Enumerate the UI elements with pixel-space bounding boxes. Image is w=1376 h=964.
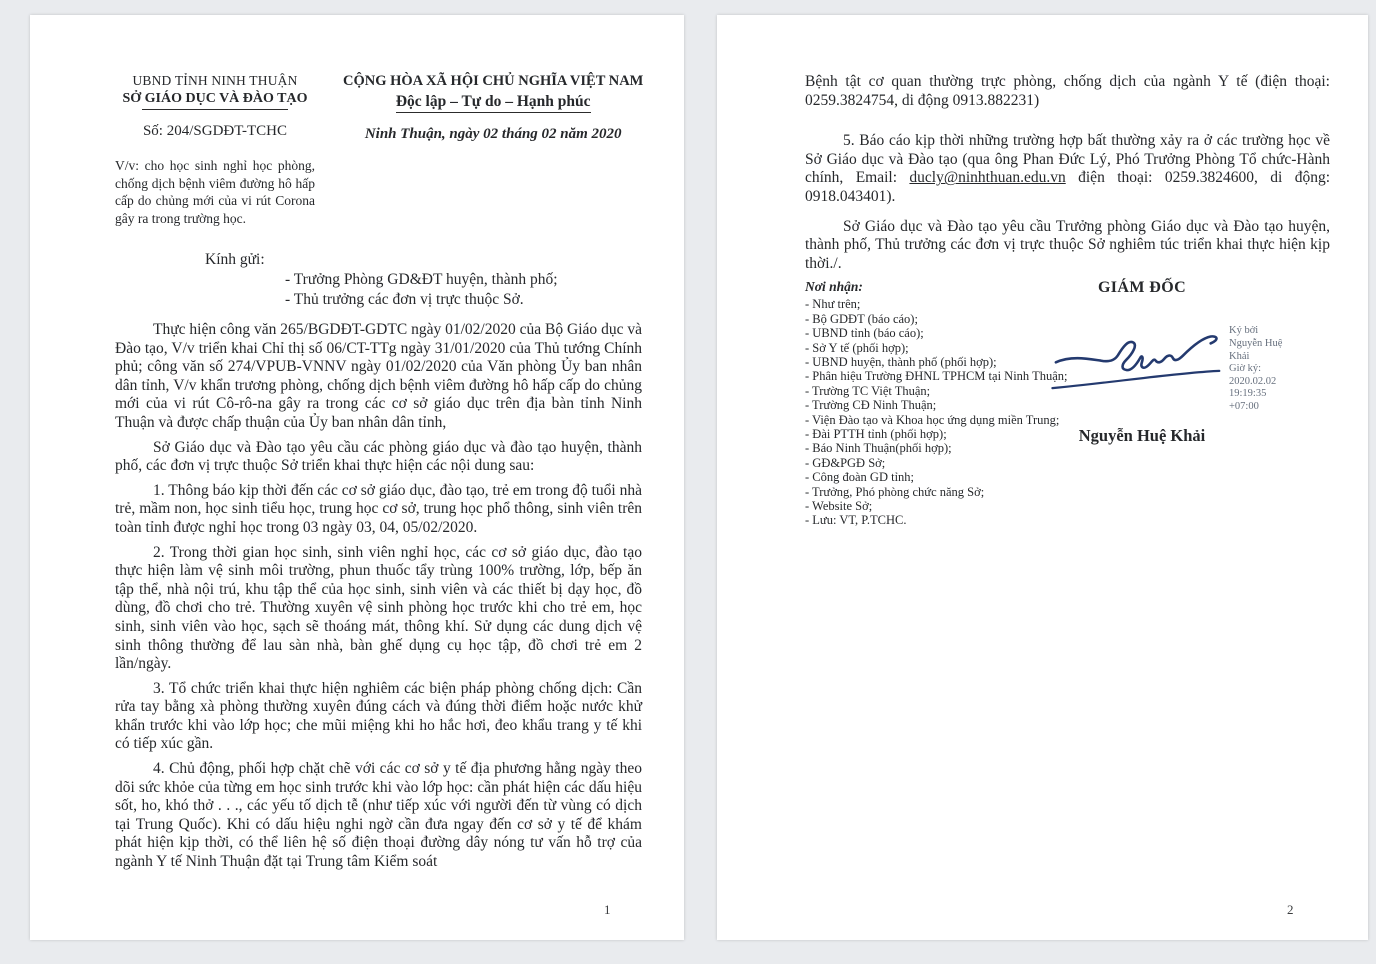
page-2 [717, 15, 1368, 940]
distribution-item: - Trưởng, Phó phòng chức năng Sở; [805, 484, 985, 499]
national-header-block [315, 73, 643, 227]
doc-number: Số: 204/SGDĐT-TCHC [142, 123, 288, 139]
body-paragraph: 1. Thông báo kịp thời đến các cơ sở giáo dục, đào tạo, trẻ em trong độ tuổi nhà trẻ, mầm non, học sinh tiểu học, trung học cơ sở, trung học phổ thông, sinh viên trên toàn tỉnh được nghỉ học trong 03 ngày 03, 04, 05/02/2020. [115, 481, 642, 536]
continuation-paragraph: Bệnh tật cơ quan thường trực phòng, chống dịch của ngành Y tế (điện thoại: 0259.3824754, di động 0913.882231) [805, 73, 1330, 109]
page-1 [30, 15, 684, 940]
distribution-item: - Báo Ninh Thuận(phối hợp); [805, 441, 952, 456]
distribution-item: - Trường TC Việt Thuận; [805, 383, 931, 398]
email-link[interactable]: ducly@ninhthuan.edu.vn [909, 169, 1066, 187]
distribution-item: - UBND huyện, thành phố (phối hợp); [805, 354, 997, 369]
distribution-item: - Công đoàn GD tỉnh; [805, 470, 915, 485]
signature-block [1017, 279, 1322, 445]
distribution-item: - Bộ GDĐT (báo cáo); [805, 311, 918, 326]
distribution-item: - Viện Đào tạo và Khoa học ứng dụng miền Trung; [805, 412, 1060, 427]
letterhead [115, 73, 642, 227]
signer-name: Nguyễn Huệ Khải [1078, 425, 1206, 445]
body-paragraph: 2. Trong thời gian học sinh, sinh viên nghỉ học, các cơ sở giáo dục, đào tạo thực hiện làm vệ sinh môi trường, phun thuốc tẩy trùng 100% trường, lớp, bếp ăn tập thể, nhà nội trú, khu tập thể của học sinh, sinh viên và các thiết bị dạy học, đồ dùng, đồ chơi cho trẻ. Thường xuyên vệ sinh phòng học trước khi cho trẻ em, học sinh, sinh viên vào học, sạch sẽ thoáng mát, thông khí. Sử dụng các dung dịch vệ sinh thông thường để lau sàn nhà, bàn ghế dụng cụ học tập, đồ chơi trẻ em 2 lần/ngày. [115, 543, 642, 673]
recipient-list [285, 270, 642, 309]
distribution-item: - Phân hiệu Trường ĐHNL TPHCM tại Ninh Thuận; [805, 369, 1068, 384]
body-paragraph: Sở Giáo dục và Đào tạo yêu cầu các phòng giáo dục và đào tạo huyện, thành phố, các đơn vị trực thuộc Sở triển khai thực hiện các nội dung sau: [115, 438, 642, 475]
distribution-item: - Lưu: VT, P.TCHC. [805, 513, 907, 528]
body-paragraph: 3. Tổ chức triển khai thực hiện nghiêm các biện pháp phòng chống dịch: Cần rửa tay bằng xà phòng thường xuyên đúng cách và đúng thời điểm hoặc nước khử khẩn trước khi vào lớp học; che mũi miệng khi ho hắc hơi, đeo khẩu trang y tế khi có tiếp xúc gần. [115, 679, 642, 753]
signature-footer [805, 279, 1330, 549]
page-number: 1 [604, 902, 611, 917]
body-paragraph: 4. Chủ động, phối hợp chặt chẽ với các cơ sở y tế địa phương hằng ngày theo dõi sức khỏe của từng em học sinh trước khi vào lớp học: cần phát hiện các dấu hiệu sốt, ho, khó thở . . ., các yếu tố dịch tễ (như tiếp xúc với người đến từ vùng có dịch tại Trung Quốc). Khi có dấu hiệu nghi ngờ cần đưa ngay đến cơ sở y tế để khám phát hiện kịp thời, có thể liên hệ số điện thoại đường dây nóng tư vấn hỗ trợ của ngành Y tế Ninh Thuận đặt tại Trung tâm Kiểm soát [115, 760, 642, 871]
body-paragraph: 5. Báo cáo kịp thời những trường hợp bất thường xảy ra ở các trường học về Sở Giáo dục và Đào tạo (qua ông Phan Đức Lý, Phó Trưởng Phòng Tổ chức-Hành chính, Email: ducly@ninhthuan.edu.vn điện thoại: 0259.3824600, di động: 0918.043401). [805, 132, 1330, 205]
body-paragraph: Thực hiện công văn 265/BGDĐT-GDTC ngày 01/02/2020 của Bộ Giáo dục và Đào tạo, V/v triển khai Chỉ thị số 06/CT-TTg ngày 31/01/2020 của Thủ tướng Chính phủ; công văn số 274/VPUB-VNNV ngày 01/02/2020 của Văn phòng Ủy ban nhân dân tỉnh, V/v khẩn trương phòng, chống dịch bệnh viêm đường hô hấp cấp do chủng mới của vi rút Cô-rô-na gây ra trong các cơ sở giáo dục trên địa bàn tỉnh Ninh Thuận và được chấp thuận của Ủy ban nhân dân tỉnh, [115, 321, 642, 431]
distribution-label: Nơi nhận: [805, 279, 863, 295]
closing-paragraph: Sở Giáo dục và Đào tạo yêu cầu Trưởng phòng Giáo dục và Đào tạo huyện, thành phố, Thủ trưởng các đơn vị trực thuộc Sở nghiêm túc triển khai thực hiện kịp thời./. [805, 217, 1330, 272]
recipient-line: - Thủ trưởng các đơn vị trực thuộc Sở. [285, 290, 524, 308]
distribution-item: - UBND tỉnh (báo cáo); [805, 326, 924, 341]
director-title: GIÁM ĐỐC [1097, 279, 1187, 297]
distribution-item: - GĐ&PGĐ Sở; [805, 455, 886, 470]
digital-signature-info: Ký bởi Nguyễn Huệ Khải Giờ ký: 2020.02.02 19:19:35 +07:00 [1229, 325, 1283, 412]
signature-scribble [1049, 317, 1221, 399]
place-date-line: Ninh Thuận, ngày 02 tháng 02 năm 2020 [364, 126, 622, 142]
org-underline [142, 109, 288, 110]
distribution-item: - Như trên; [805, 297, 861, 312]
org-parent: UBND TỈNH NINH THUẬN [132, 73, 298, 88]
org-name: SỞ GIÁO DỤC VÀ ĐÀO TẠO [122, 91, 308, 106]
national-motto: Độc lập – Tự do – Hạnh phúc [343, 93, 643, 111]
distribution-item: - Website Sở; [805, 499, 873, 514]
issuing-org-block [115, 73, 315, 227]
distribution-item: - Trường CĐ Ninh Thuận; [805, 398, 937, 413]
signature-area [1017, 317, 1322, 413]
distribution-item: - Sở Y tế (phối hợp); [805, 340, 909, 355]
distribution-item: - Đài PTTH tỉnh (phối hợp); [805, 427, 947, 441]
national-title: CỘNG HÒA XÃ HỘI CHỦ NGHĨA VIỆT NAM [343, 73, 644, 89]
subject-line: V/v: cho học sinh nghỉ học phòng, chống dịch bệnh viêm đường hô hấp cấp do chủng mới của vi rút Corona gây ra trong trường học. [115, 158, 315, 226]
page-number: 2 [1287, 902, 1294, 917]
recipient-line: - Trưởng Phòng GD&ĐT huyện, thành phố; [285, 271, 558, 288]
salutation: Kính gửi: [205, 251, 265, 268]
